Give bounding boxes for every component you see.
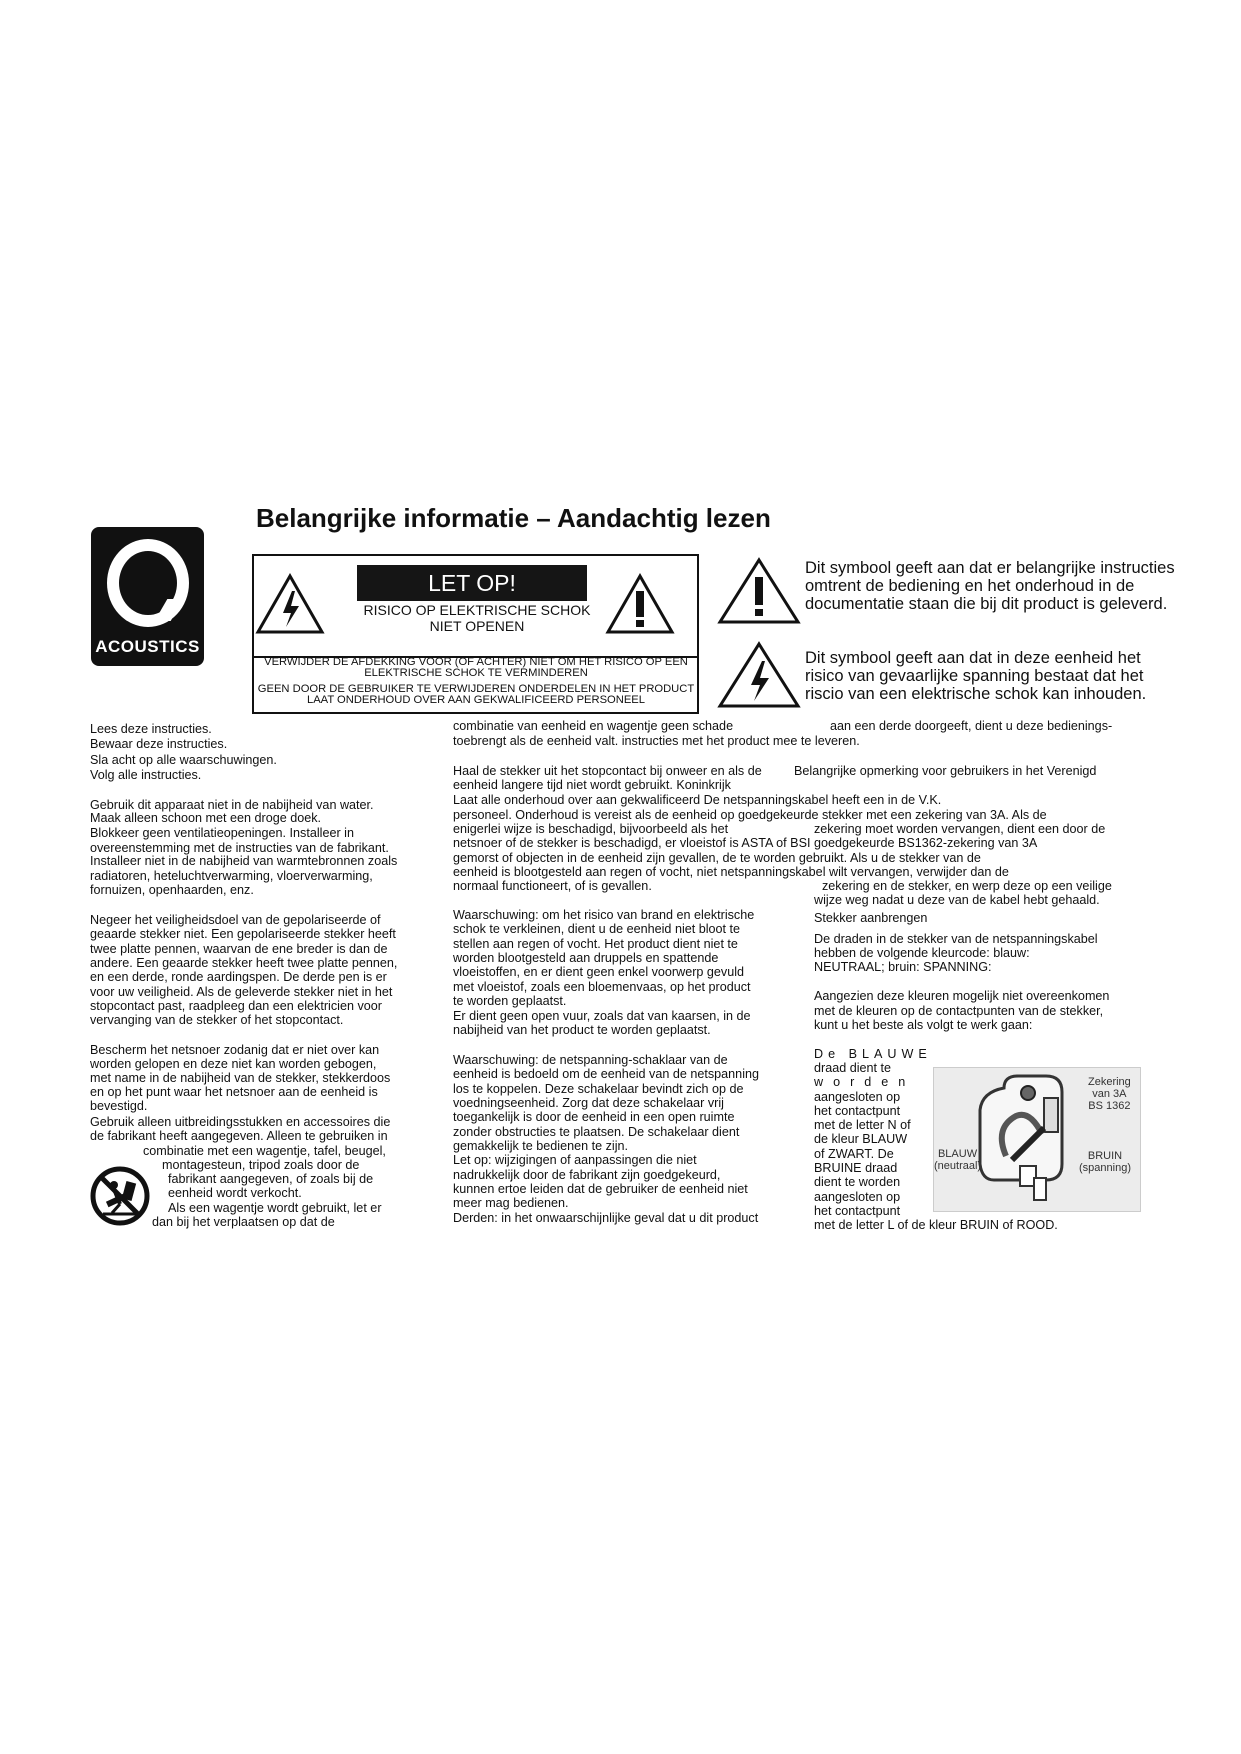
- text-line: kunnen ertoe leiden dat de gebruiker de eenheid niet: [453, 1182, 748, 1196]
- text-line: Negeer het veiligheidsdoel van de gepolariseerde of: [90, 913, 381, 927]
- text-line: Belangrijke opmerking voor gebruikers in het Verenigd: [794, 764, 1097, 778]
- text-line: vloeistoffen, en er dient geen enkel voorwerp gevuld: [453, 965, 745, 979]
- text-line: Laat alle onderhoud over aan gekwalificeerd De netspanningskabel heeft een in de V.K.: [453, 793, 942, 807]
- text-line: eenheid is bedoeld om de eenheid van de netspanning: [453, 1067, 759, 1081]
- text-line: met name in de nabijheid van de stekker, stekkerdoos: [90, 1071, 391, 1085]
- text-line: zonder obstructies te plaatsen. De schakelaar dient: [453, 1125, 740, 1139]
- text-line: kunt u het beste als volgt te werk gaan:: [814, 1018, 1033, 1032]
- let-op-heading: LET OP!: [357, 565, 587, 601]
- text-line: en een derde, ronde aardingspen. De derde pen is er: [90, 970, 387, 984]
- text-line: dan bij het verplaatsen op dat de: [152, 1215, 335, 1229]
- text-line: los te koppelen. Deze schakelaar bevindt zich op de: [453, 1082, 744, 1096]
- text-line: Installeer niet in de nabijheid van warmtebronnen zoals: [90, 854, 398, 868]
- text-line: Als een wagentje wordt gebruikt, let er: [168, 1201, 382, 1215]
- text-line: stellen aan regen of vocht. Het product dient niet te: [453, 937, 738, 951]
- text-line: met vloeistof, zoals een bloemenvaas, op het product: [453, 980, 751, 994]
- text-line: eenheid wordt verkocht.: [168, 1186, 302, 1200]
- text-line: zekering en de stekker, en werp deze op een veilige: [822, 879, 1112, 893]
- text-line: andere. Een geaarde stekker heeft twee platte pennen,: [90, 956, 398, 970]
- text-line: vervanging van de stekker of het stopcontact.: [90, 1013, 344, 1027]
- lightning-triangle-icon: [717, 641, 801, 709]
- brown-wire-label: BRUIN (spanning): [1079, 1150, 1131, 1174]
- notice-line: GEEN DOOR DE GEBRUIKER TE VERWIJDEREN ONDERDELEN IN HET PRODUCT: [257, 683, 695, 695]
- blue-wire-label: BLAUW (neutraal): [934, 1148, 982, 1172]
- text-line: fornuizen, openhaarden, enz.: [90, 883, 254, 897]
- text-line: de fabrikant heeft aangegeven. Alleen te gebruiken in: [90, 1129, 388, 1143]
- text-line: Volg alle instructies.: [90, 768, 202, 782]
- text-line: geaarde stekker niet. Een gepolariseerde stekker heeft: [90, 927, 396, 941]
- text-line: hebben de volgende kleurcode: blauw:: [814, 946, 1030, 960]
- text-line: met de letter N of: [814, 1118, 911, 1132]
- symbol-explanation: Dit symbool geeft aan dat in deze eenheid het risico van gevaarlijke spanning bestaat dat het riscio van een elektrische schok kan inhouden.: [805, 649, 1147, 703]
- text-line: enigerlei wijze is beschadigd, bijvoorbeeld als het: [453, 822, 729, 836]
- text-line: overeenstemming met de instructies van de fabrikant.: [90, 841, 389, 855]
- text-line: De BLAUWE: [814, 1047, 932, 1061]
- text-line: wijze weg nadat u deze van de kabel hebt gehaald.: [814, 893, 1100, 907]
- text-line: Waarschuwing: de netspanning-schaklaar van de: [453, 1053, 728, 1067]
- text-line: eenheid is blootgesteld aan regen of vocht, niet netspanningskabel wilt vervangen, verwijder dan de: [453, 865, 1009, 879]
- text-line: Blokkeer geen ventilatieopeningen. Installeer in: [90, 826, 354, 840]
- text-line: nabijheid van het product te worden geplaatst.: [453, 1023, 711, 1037]
- text-line: Let op: wijzigingen of aanpassingen die niet: [453, 1153, 697, 1167]
- text-line: Aangezien deze kleuren mogelijk niet overeenkomen: [814, 989, 1110, 1003]
- text-line: Bewaar deze instructies.: [90, 737, 228, 751]
- text-line: voor uw veiligheid. Als de geleverde stekker niet in het: [90, 985, 393, 999]
- text-line: radiatoren, heteluchtverwarming, vloerverwarming,: [90, 869, 373, 883]
- text-line: worden gelopen en deze niet kan worden gebogen,: [90, 1057, 377, 1071]
- text-line: Haal de stekker uit het stopcontact bij onweer en als de: [453, 764, 762, 778]
- q-acoustics-logo: [91, 527, 204, 666]
- text-line: Gebruik dit apparaat niet in de nabijheid van water.: [90, 798, 374, 812]
- text-line: eenheid langere tijd niet wordt gebruikt. Koninkrijk: [453, 778, 731, 792]
- text-line: gemorst of objecten in de eenheid zijn gevallen, de te worden gebruikt. Als u de stekker van de: [453, 851, 981, 865]
- symbol-explanation: Dit symbool geeft aan dat er belangrijke instructies omtrent de bediening en het onderhoud in de documentatie staan die bij dit product is geleverd.: [805, 559, 1175, 613]
- text-line: het contactpunt: [814, 1104, 901, 1118]
- page-title: Belangrijke informatie – Aandachtig lezen: [256, 503, 771, 533]
- text-line: fabrikant aangegeven, of zoals bij de: [168, 1172, 374, 1186]
- text-line: Waarschuwing: om het risico van brand en elektrische: [453, 908, 755, 922]
- text-line: Derden: in het onwaarschijnlijke geval dat u dit product: [453, 1211, 759, 1225]
- text-line: en op het punt waar het netsnoer aan de eenheid is: [90, 1085, 378, 1099]
- text-line: meer mag bedienen.: [453, 1196, 569, 1210]
- text-line: of ZWART. De: [814, 1147, 894, 1161]
- text-line: Bescherm het netsnoer zodanig dat er niet over kan: [90, 1043, 380, 1057]
- notice-line: VERWIJDER DE AFDEKKING VOOR (OF ACHTER) NIET OM HET RISICO OP EEN: [264, 656, 688, 668]
- text-line: aangesloten op: [814, 1190, 901, 1204]
- risk-text: RISICO OP ELEKTRISCHE SCHOK NIET OPENEN: [363, 602, 591, 634]
- text-line: schok te verkleinen, dient u de eenheid niet bloot te: [453, 922, 741, 936]
- text-line: met de kleuren op de contactpunten van de stekker,: [814, 1004, 1104, 1018]
- text-line: met de letter L of de kleur BRUIN of ROOD.: [814, 1218, 1058, 1232]
- exclamation-triangle-icon: [717, 557, 801, 625]
- logo-wordmark: ACOUSTICS: [95, 637, 200, 656]
- text-line: Lees deze instructies.: [90, 722, 212, 736]
- text-line: toegankelijk is door de eenheid in een open ruimte: [453, 1110, 735, 1124]
- plug-wiring-diagram: [933, 1067, 1141, 1212]
- text-line: zekering moet worden vervangen, dient een door de: [814, 822, 1106, 836]
- text-line: stopcontact past, raadpleeg dan een elektricien voor: [90, 999, 382, 1013]
- text-line: netsnoer of de stekker is beschadigd, er vloeistof is ASTA of BSI goedgekeurde BS1362-zekering van 3A: [453, 836, 1038, 850]
- text-line: draad dient te: [814, 1061, 892, 1075]
- text-line: BRUINE draad: [814, 1161, 898, 1175]
- text-line: normaal functioneert, of is gevallen.: [453, 879, 652, 893]
- text-line: aan een derde doorgeeft, dient u deze bedienings-: [830, 719, 1113, 733]
- text-line: dient te worden: [814, 1175, 901, 1189]
- fuse-label: Zekering van 3A BS 1362: [1088, 1076, 1131, 1112]
- exclamation-triangle-icon: [605, 573, 675, 635]
- text-line: Sla acht op alle waarschuwingen.: [90, 753, 277, 767]
- text-line: Er dient geen open vuur, zoals dat van kaarsen, in de: [453, 1009, 751, 1023]
- text-line: Gebruik alleen uitbreidingsstukken en accessoires die: [90, 1115, 391, 1129]
- text-line: De draden in de stekker van de netspanningskabel: [814, 932, 1098, 946]
- cart-tipover-warning-icon: [90, 1166, 150, 1226]
- notice-line: LAAT ONDERHOUD OVER AAN GEKWALIFICEERD PERSONEEL: [307, 694, 645, 706]
- text-line: worden blootgesteld aan druppels en spattende: [453, 951, 719, 965]
- text-line: NEUTRAAL; bruin: SPANNING:: [814, 960, 992, 974]
- text-line: combinatie met een wagentje, tafel, beugel,: [143, 1144, 386, 1158]
- text-line: te worden geplaatst.: [453, 994, 567, 1008]
- text-line: combinatie van eenheid en wagentje geen schade: [453, 719, 734, 733]
- text-line: personeel. Onderhoud is vereist als de eenheid op goedgekeurde stekker met een zekering van 3A. Als de: [453, 808, 1047, 822]
- text-line: worden: [814, 1075, 916, 1089]
- text-line: Maak alleen schoon met een droge doek.: [90, 811, 322, 825]
- lightning-triangle-icon: [255, 573, 325, 635]
- text-line: twee platte pennen, waarvan de ene breder is dan de: [90, 942, 388, 956]
- text-line: Stekker aanbrengen: [814, 911, 928, 925]
- text-line: de kleur BLAUW: [814, 1132, 908, 1146]
- text-line: montagesteun, tripod zoals door de: [162, 1158, 360, 1172]
- text-line: het contactpunt: [814, 1204, 901, 1218]
- text-line: aangesloten op: [814, 1090, 901, 1104]
- text-line: gemakkelijk te bedienen te zijn.: [453, 1139, 629, 1153]
- text-line: bevestigd.: [90, 1099, 148, 1113]
- text-line: voedningseenheid. Zorg dat deze schakelaar vrij: [453, 1096, 724, 1110]
- text-line: toebrengt als de eenheid valt. instructies met het product mee te leveren.: [453, 734, 860, 748]
- text-line: nadrukkelijk door de fabrikant zijn goedgekeurd,: [453, 1168, 721, 1182]
- notice-line: ELEKTRISCHE SCHOK TE VERMINDEREN: [364, 667, 588, 679]
